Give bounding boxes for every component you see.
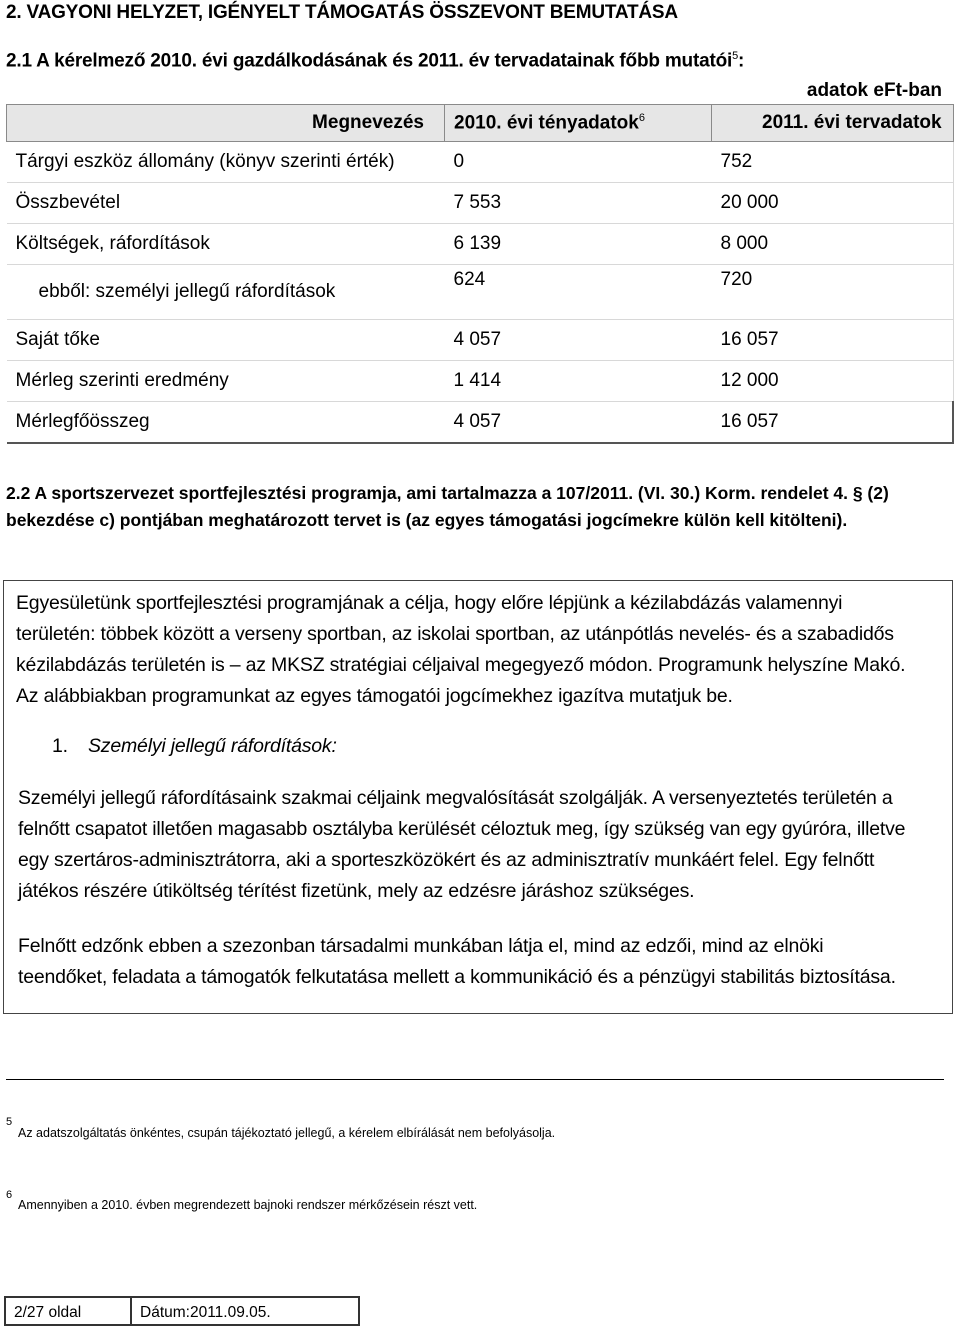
- text-line: felnőtt csapatot illetően magasabb osztályba kerülését céloztuk meg, így szükség van egy gyúróra, illetve: [18, 818, 906, 840]
- text-line: Személyi jellegű ráfordításaink szakmai céljaink megvalósítását szolgálják. A versenyeztetés területén a: [18, 787, 893, 809]
- text-line: teendőket, feladata a támogatók felkutatása mellett a kommunikáció és a pénzügyi stabilitás biztosítása.: [18, 966, 896, 988]
- table-row: [7, 183, 954, 224]
- row-actual: 4 057: [445, 402, 712, 444]
- footnote-mark: 5: [6, 1116, 13, 1128]
- header-actual-text: 2010. évi tényadatok: [454, 112, 639, 134]
- unit-note: adatok eFt-ban: [806, 80, 942, 101]
- subsection-title: Személyi jellegű ráfordítások:: [88, 735, 337, 757]
- footnote-text: Amennyiben a 2010. évben megrendezett bajnoki rendszer mérkőzésein részt vett.: [18, 1198, 478, 1212]
- header-plan: 2011. évi tervadatok: [712, 105, 954, 142]
- text-line: kézilabdázás területén is – az MKSZ stratégiai céljaival megegyező módon. Programunk helyszíne Makó.: [16, 654, 906, 676]
- row-name: ebből: személyi jellegű ráfordítások: [7, 265, 445, 320]
- footnote-text: Az adatszolgáltatás önkéntes, csupán tájékoztató jellegű, a kérelem elbírálását nem befolyásolja.: [18, 1126, 556, 1140]
- footnote-mark: 6: [6, 1189, 13, 1201]
- table-row: [7, 361, 954, 402]
- subsection-heading-text: 2.1 A kérelmező 2010. évi gazdálkodásának és 2011. év tervadatainak főbb mutatói: [6, 50, 733, 72]
- page-number: 2/27 oldal: [6, 1298, 132, 1324]
- row-name: Összbevétel: [7, 183, 445, 224]
- row-name: Tárgyi eszköz állomány (könyv szerinti érték): [7, 142, 445, 183]
- subsection-heading: [6, 50, 744, 72]
- row-actual: 6 139: [445, 224, 712, 265]
- header-name: Megnevezés: [7, 105, 445, 142]
- text-line: játékos részére útiköltség térítést fizetünk, mely az edzésre járáshoz szükséges.: [18, 880, 695, 902]
- list-number: 1.: [52, 735, 68, 757]
- row-plan: 12 000: [712, 361, 954, 402]
- section-2-2-line: 2.2 A sportszervezet sportfejlesztési programja, ami tartalmazza a 107/2011. (VI. 30.) Korm. rendelet 4. § (2): [6, 483, 889, 503]
- text-line: Az alábbiakban programunkat az egyes támogatói jogcímekhez igazítva mutatjuk be.: [16, 685, 733, 707]
- table-header-row: [7, 105, 954, 142]
- intro-paragraph: [16, 588, 905, 712]
- coach-paragraph: [18, 931, 896, 993]
- row-plan: 752: [712, 142, 954, 183]
- text-line: területén: többek között a verseny sportban, az iskolai sportban, az utánpótlás nevelés- és a szabadidős: [16, 623, 894, 645]
- row-name: Mérlegfőösszeg: [7, 402, 445, 444]
- table-row: [7, 402, 954, 444]
- program-description-box: [3, 580, 953, 1014]
- subsection-heading-suffix: :: [737, 50, 745, 72]
- row-actual: 4 057: [445, 320, 712, 361]
- section-heading: 2. VAGYONI HELYZET, IGÉNYELT TÁMOGATÁS ÖSSZEVONT BEMUTATÁSA: [6, 2, 678, 23]
- section-2-2-heading: [6, 480, 951, 534]
- table-row: [7, 224, 954, 265]
- row-plan: 8 000: [712, 224, 954, 265]
- text-line: egy szertáros-adminisztrátorra, aki a sporteszközökért és az adminisztratív munkáért felel. Egy felnőtt: [18, 849, 875, 871]
- personnel-paragraph: [18, 783, 905, 907]
- row-name: Költségek, ráfordítások: [7, 224, 445, 265]
- section-2-2-line: bekezdése c) pontjában meghatározott tervet is (az egyes támogatási jogcímekre külön kell kitölteni).: [6, 510, 848, 530]
- row-actual: 7 553: [445, 183, 712, 224]
- row-plan: 20 000: [712, 183, 954, 224]
- row-actual: 1 414: [445, 361, 712, 402]
- row-plan: 16 057: [712, 402, 954, 444]
- financial-table: [6, 104, 954, 444]
- text-line: Felnőtt edzőnk ebben a szezonban társadalmi munkában látja el, mind az edzői, mind az elnöki: [18, 935, 824, 957]
- row-plan: 720: [712, 265, 954, 320]
- text-line: Egyesületünk sportfejlesztési programjának a célja, hogy előre lépjünk a kézilabdázás valamennyi: [16, 592, 843, 614]
- footnote-ref[interactable]: 6: [638, 111, 645, 124]
- page-footer-box: [4, 1296, 360, 1326]
- header-actual: [445, 105, 712, 142]
- row-name: Mérleg szerinti eredmény: [7, 361, 445, 402]
- row-name: Saját tőke: [7, 320, 445, 361]
- document-date: Dátum:2011.09.05.: [140, 1304, 271, 1321]
- row-plan: 16 057: [712, 320, 954, 361]
- footnote-ref[interactable]: 5: [732, 50, 738, 62]
- footnote-separator: [6, 1079, 944, 1080]
- row-actual: 624: [445, 265, 712, 320]
- table-row: [7, 320, 954, 361]
- table-row: [7, 265, 954, 320]
- row-actual: 0: [445, 142, 712, 183]
- table-row: [7, 142, 954, 183]
